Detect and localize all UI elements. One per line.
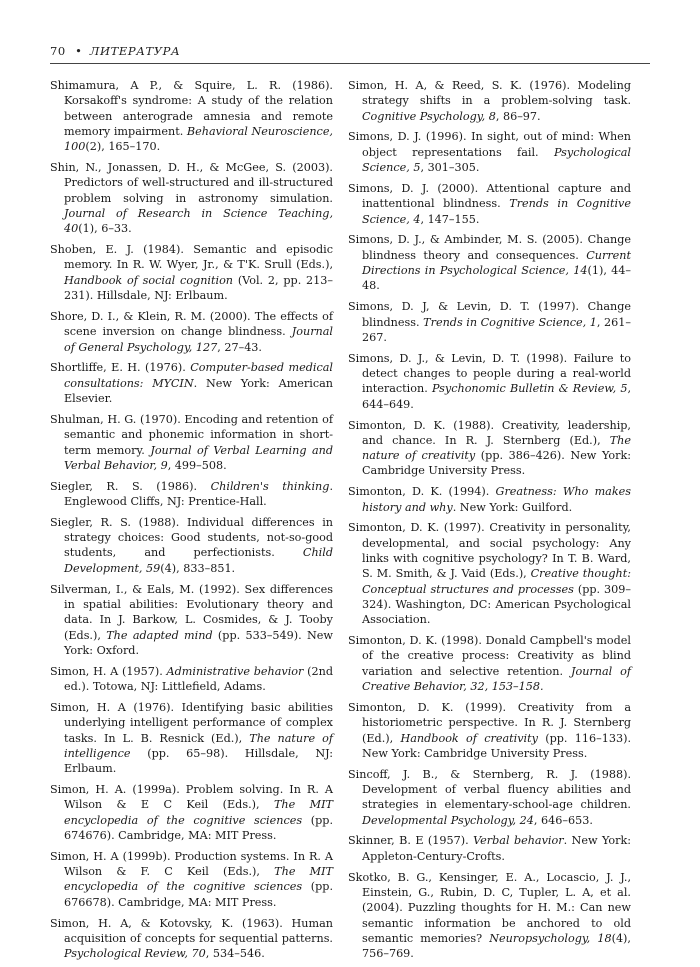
reference-entry: Shore, D. I., & Klein, R. M. (2000). The effects of scene inversion on change blindness. Journal of General Psychology, 127, 27–43. — [50, 309, 333, 354]
references-left-column — [50, 78, 333, 967]
reference-entry: Simon, H. A (1957). Administrative behavior (2nd ed.). Totowa, NJ: Littlefield, Adams. — [50, 664, 333, 694]
reference-entry: Shulman, H. G. (1970). Encoding and retention of semantic and phonemic information in short-term memory. Journal of Verbal Learning and Verbal Behavior, 9, 499–508. — [50, 412, 333, 472]
reference-entry: Simon, H. A, & Reed, S. K. (1976). Modeling strategy shifts in a problem-solving task. Cognitive Psychology, 8, 86–97. — [348, 79, 631, 123]
reference-entry: Siegler, R. S. (1988). Individual differences in strategy choices: Good students, not-so-good students, and perfectionists. Child Development, 59(4), 833–851. — [50, 515, 333, 575]
header-bullet: • — [75, 44, 83, 58]
header-rule — [50, 63, 650, 64]
reference-entry: Simons, D. J., & Ambinder, M. S. (2005). Change blindness theory and consequences. Current Directions in Psychological Science, 14(1), 44–48. — [348, 233, 631, 293]
page-number: 70 — [50, 44, 66, 58]
reference-entry: Simon, H. A. (1999a). Problem solving. In R. A Wilson & E C Keil (Eds.), The MIT encyclopedia of the cognitive sciences (pp. 674676). Cambridge, MA: MIT Press. — [50, 783, 333, 842]
page-header — [50, 44, 650, 58]
reference-entry: Simons, D. J, & Levin, D. T. (1997). Change blindness. Trends in Cognitive Science, 1, 261–267. — [348, 300, 632, 344]
reference-entry: Siegler, R. S. (1986). Children's thinking. Englewood Cliffs, NJ: Prentice-Hall. — [50, 479, 333, 508]
reference-entry: Simonton, D. K. (1988). Creativity, leadership, and chance. In R. J. Sternberg (Ed.), The nature of creativity (pp. 386–426). New York: Cambridge University Press. — [348, 418, 631, 478]
reference-entry: Simonton, D. K. (1997). Creativity in personality, developmental, and social psychology: Any links with cognitive psychology? In T. B. Ward, S. M. Smith, & J. Vaid (Eds.), Creative thought: Conceptual structures and processes (pp. 309–324). Washington, DC: American Psychological Association. — [348, 521, 631, 627]
reference-entry: Skinner, B. E (1957). Verbal behavior. New York: Appleton-Century-Crofts. — [348, 834, 631, 863]
reference-entry: Simon, H. A, & Kotovsky, K. (1963). Human acquisition of concepts for sequential patterns. Psychological Review, 70, 534–546. — [50, 916, 333, 961]
reference-entry: Simons, D. J. (2000). Attentional capture and inattentional blindness. Trends in Cognitive Science, 4, 147–155. — [348, 181, 631, 226]
reference-entry: Simons, D. J. (1996). In sight, out of mind: When object representations fail. Psychological Science, 5, 301–305. — [348, 130, 631, 175]
reference-entry: Shin, N., Jonassen, D. H., & McGee, S. (2003). Predictors of well-structured and ill-structured problem solving in astronomy simulation. Journal of Research in Science Teaching, 40(1), 6–33. — [50, 161, 333, 236]
reference-entry: Simonton, D. K. (1994). Greatness: Who makes history and why. New York: Guilford. — [348, 485, 631, 514]
reference-entry: Skotko, B. G., Kensinger, E. A., Locascio, J. J., Einstein, G., Rubin, D. C, Tupler, L. A, et al. (2004). Puzzling thoughts for H. M.: Can new semantic information be anchored to old semantic memories? Neuropsychology, 18(4), 756–769. — [348, 870, 631, 961]
reference-entry: Shimamura, A P., & Squire, L. R. (1986). Korsakoff's syndrome: A study of the relation between anterograde amnesia and remote memory impairment. Behavioral Neuroscience, 100(2), 165–170. — [50, 79, 333, 154]
section-title: ЛИТЕРАТУРА — [89, 44, 181, 58]
reference-entry: Shoben, E. J. (1984). Semantic and episodic memory. In R. W. Wyer, Jr., & T'K. Srull (Eds.), Handbook of social cognition (Vol. 2, pp. 213–231). Hillsdale, NJ: Erlbaum. — [50, 243, 333, 303]
reference-entry: Silverman, I., & Eals, M. (1992). Sex differences in spatial abilities: Evolutionary theory and data. In J. Barkow, L. Cosmides, & J. Tooby (Eds.), The adapted mind (pp. 533–549). New York: Oxford. — [50, 582, 333, 657]
reference-entry: Shortliffe, E. H. (1976). Computer-based medical consultations: MYCIN. New York: American Elsevier. — [50, 361, 333, 406]
reference-entry: Simonton, D. K. (1999). Creativity from a historiometric perspective. In R. J. Sternberg (Ed.), Handbook of creativity (pp. 116–133). New York: Cambridge University Press. — [348, 700, 632, 760]
reference-entry: Simonton, D. K. (1998). Donald Campbell's model of the creative process: Creativity as blind variation and selective retention. Journal of Creative Behavior, 32, 153–158. — [348, 634, 631, 694]
reference-entry: Simon, H. A (1999b). Production systems. In R. A Wilson & F. C Keil (Eds.), The MIT encyclopedia of the cognitive sciences (pp. 676678). Cambridge, MA: MIT Press. — [50, 849, 333, 909]
reference-entry: Sincoff, J. B., & Sternberg, R. J. (1988). Development of verbal fluency abilities and strategies in elementary-school-age children. Developmental Psychology, 24, 646–653. — [348, 767, 631, 827]
reference-entry: Simons, D. J., & Levin, D. T. (1998). Failure to detect changes to people during a real-world interaction. Psychonomic Bulletin & Review, 5, 644–649. — [348, 351, 631, 411]
reference-entry: Simon, H. A (1976). Identifying basic abilities underlying intelligent performance of complex tasks. In L. B. Resnick (Ed.), The nature of intelligence (pp. 65–98). Hillsdale, NJ: Erlbaum. — [50, 700, 333, 776]
references-right-column — [348, 78, 631, 967]
